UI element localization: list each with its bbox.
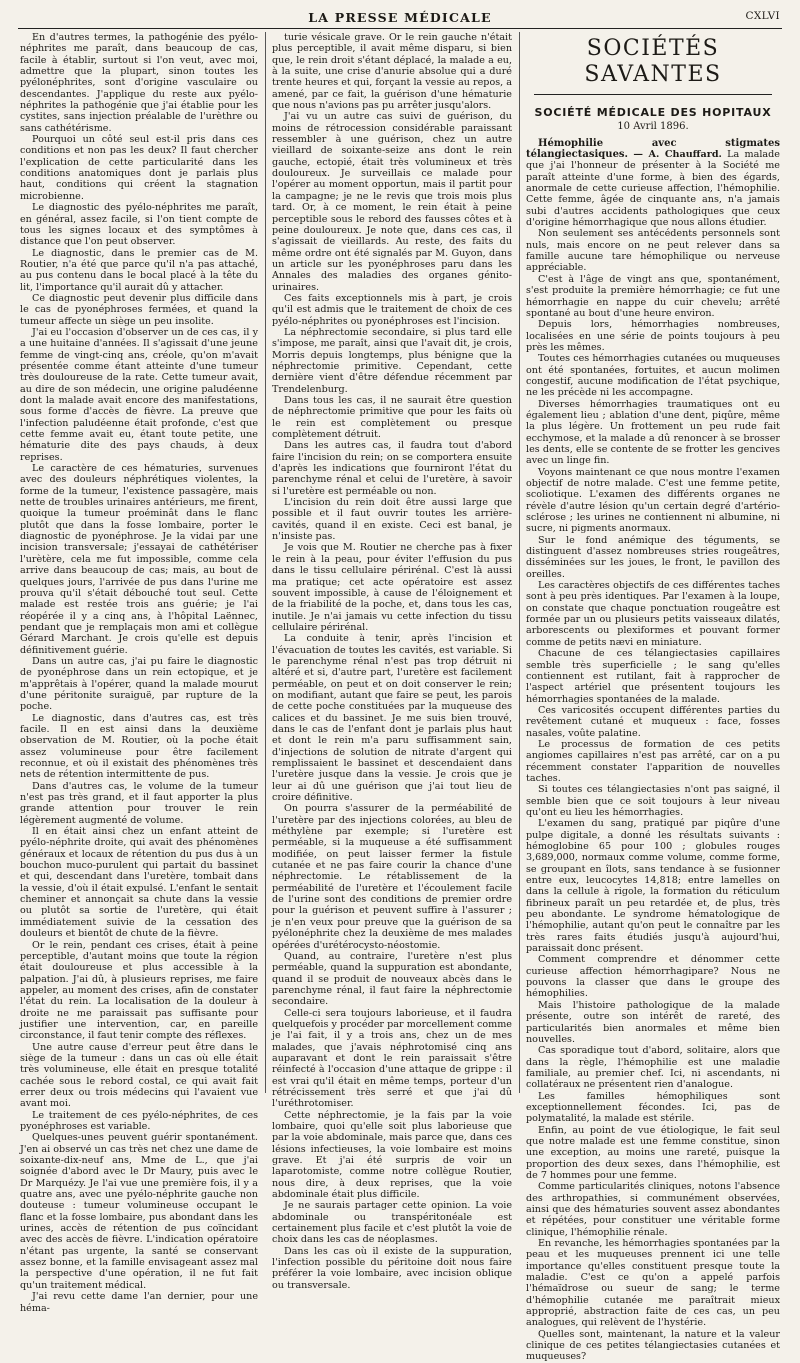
paragraph: turie vésicale grave. Or le rein gauche n'était plus perceptible, il avait même disparu, si bien que, le rein droit s'étant déplacé, la malade a eu, à la suite, une crise d'anurie absolue qui a duré trente heures et qui, forçant la vessie au repos, a amené, par ce fait, la guérison d'une hématurie que nous n'avions pas pu arrêter jusqu'alors. [272, 32, 512, 112]
paragraph: Comment comprendre et dénommer cette curieuse affection hémorrhagipare? Nous ne pouvons la classer que dans le groupe des hémophilies. [526, 954, 780, 1000]
paragraph: Je ne saurais partager cette opinion. La voie abdominale ou transpéritonéale est certainement plus facile et c'est plutôt la voie de choix dans les cas de néoplasmes. [272, 1200, 512, 1246]
paragraph: Enfin, au point de vue étiologique, le fait seul que notre malade est une femme constitue, sinon une exception, au moins une rareté, puisque la proportion des deux sexes, dans l'hémophilie, est de 7 hommes pour une femme. [526, 1124, 780, 1181]
paragraph: Cas sporadique tout d'abord, solitaire, alors que dans la règle, l'hémophilie est une maladie familiale, au premier chef. Ici, ni ascendants, ni collatéraux ne présentent rien d'analogue. [526, 1045, 780, 1091]
paragraph: Les familles hémophiliques sont exceptionnellement fécondes. Ici, pas de polymatalité, la malade est stérile. [526, 1090, 780, 1125]
paragraph: Ces varicosités occupent différentes parties du revêtement cutané et muqueux : face, fosses nasales, voûte palatine. [526, 704, 780, 739]
session-date: 10 Avril 1896. [617, 121, 689, 133]
paragraph: J'ai eu l'occasion d'observer un de ces cas, il y a une huitaine d'années. Il s'agissait d'une jeune femme de vingt-cinq ans, créole, qu'on m'avait présentée comme étant atteinte d'une tumeur très douloureuse de la rate. Cette tumeur avait, au dire de son médecin, une origine paludéenne dont la malade avait encore des manifestations, sous forme d'accès de fièvre. La preuve que l'infection paludéenne était profonde, c'est que cette femme avait eu, étant toute petite, une hématurie dite des pays chauds, à deux reprises. [20, 326, 258, 463]
paragraph: Dans les cas où il existe de la suppuration, l'infection possible du péritoine doit nous faire préférer la voie lombaire, avec incision oblique ou transversale. [272, 1245, 512, 1291]
paragraph: Mais l'histoire pathologique de la malade présente, outre son intérêt de rareté, des particularités bien anormales et même bien nouvelles. [526, 999, 780, 1045]
first-paragraph: La malade que j'ai l'honneur de présenter à la Société me paraît atteinte d'une forme, à bien des égards, anormale de cette curieuse affection, l'hémophilie. Cette femme, âgée de cinquante ans, n'a jamais subi d'autres accidents pathologiques que ceux d'origine hémorrhagique que nous allons étudier. [526, 149, 780, 229]
communication-body [526, 228, 780, 1362]
article-column-1 [20, 32, 258, 1314]
section-rule [534, 94, 772, 95]
paragraph: J'ai vu un autre cas suivi de guérison, du moins de rétrocession considérable paraissant ressembler à une guérison, chez un autre vieillard de soixante-seize ans dont le rein gauche, ectopié, était très volumineux et très douloureux. Je surveillais ce malade pour l'opérer au moment opportun, mais il partit pour la campagne; je ne le revis que trois mois plus tard. Or, à ce moment, le rein était à peine perceptible sous le rebord des fausses côtes et à peine douloureux. Je note que, dans ces cas, il s'agissait de vieillards. Au reste, des faits du même ordre ont été signalés par M. Guyon, dans un article sur les pyonéphroses paru dans les Annales des maladies des organes génito-urinaires. [272, 111, 512, 293]
journal-title: LA PRESSE MÉDICALE [308, 10, 492, 25]
column-divider [519, 32, 520, 1093]
paragraph: Dans les autres cas, il faudra tout d'abord faire l'incision du rein; on se comportera ensuite d'après les indications que fourniront l'état du parenchyme rénal et celui de l'uretère, à savoir si l'uretère est perméable ou non. [272, 440, 512, 497]
paragraph: Dans un autre cas, j'ai pu faire le diagnostic de pyonéphrose dans un rein ectopique, et je m'apprêtais à l'opérer, quand la malade mourut d'une péritonite suraiguë, par rupture de la poche. [20, 655, 258, 713]
paragraph: C'est à l'âge de vingt ans que, spontanément, s'est produite la première hémorrhagie; ce fut une hémorrhagie en nappe du cuir chevelu; arrêté spontané au bout d'une heure environ. [526, 273, 780, 319]
paragraph: Le diagnostic, dans d'autres cas, est très facile. Il en est ainsi dans la deuxième observation de M. Routier, où la poche était assez volumineuse pour être facilement reconnue, et où il existait des phénomènes très nets de rétention intermittente de pus. [20, 712, 258, 781]
paragraph: Dans tous les cas, il ne saurait être question de néphrectomie primitive que pour les faits où le rein est complètement ou presque complètement détruit. [272, 395, 512, 441]
paragraph: Les caractères objectifs de ces différentes taches sont à peu près identiques. Par l'examen à la loupe, on constate que chaque ponctuation rougeâtre est formée par un ou plusieurs petits vaisseaux dilatés, arborescents ou plexiformes et pouvant former comme de petits nævi en miniature. [526, 580, 780, 648]
paragraph: Or le rein, pendant ces crises, était à peine perceptible, d'autant moins que toute la région était douloureuse et plus accessible à la palpation. J'ai dû, à plusieurs reprises, me faire appeler, au moment des crises, afin de constater l'état du rein. La localisation de la douleur à droite ne me paraissait pas suffisante pour justifier une intervention, car, en pareille circonstance, il faut tenir compte des réflexes. [20, 939, 258, 1042]
paragraph: L'incision du rein doit être aussi large que possible et il faut ouvrir toutes les arrière-cavités, quand il en existe. Ceci est banal, je n'insiste pas. [272, 497, 512, 543]
paragraph: Le diagnostic, dans le premier cas de M. Routier, n'a été que parce qu'il n'a pas attaché, au pus contenu dans le bocal placé à la tête du lit, l'importance qu'il aurait dû y attacher. [20, 247, 258, 293]
paragraph: Ces faits exceptionnels mis à part, je crois qu'il est admis que le traitement de choix de ces pyélo-néphrites ou pyonéphroses est l'incision. [272, 292, 512, 327]
paragraph: Pourquoi un côté seul est-il pris dans ces conditions et non pas les deux? Il faut chercher l'explication de cette particularité dans les conditions anatomiques dont je parlais plus haut, conditions qui créent la stagnation microbienne. [20, 134, 258, 202]
paragraph: Quelles sont, maintenant, la nature et la valeur clinique de ces petites télangiectasies cutanées et muqueuses? [526, 1328, 780, 1363]
paragraph: Si toutes ces télangiectasies n'ont pas saigné, il semble bien que ce soit toujours à leur niveau qu'ont eu lieu les hémorrhagies. [526, 784, 780, 818]
paragraph: Comme particularités cliniques, notons l'absence des arthropathies, si communément observées, ainsi que des hématuries souvent assez abondantes et répétées, pour constituer une véritable forme clinique, l'hémophilie rénale. [526, 1181, 780, 1238]
paragraph: Voyons maintenant ce que nous montre l'examen objectif de notre malade. C'est une femme petite, scoliotique. L'examen des différents organes ne révèle d'autre lésion qu'un certain degré d'artério-sclérose ; les urines ne contiennent ni albumine, ni sucre, ni pigments anormaux. [526, 466, 780, 535]
paragraph: Chacune de ces télangiectasies capillaires semble très superficielle ; le sang qu'elles contiennent est rutilant, fait à rapprocher de l'aspect artériel que présentent toujours les hémorrhagies spontanées de la malade. [526, 648, 780, 705]
paragraph: Quand, au contraire, l'uretère n'est plus perméable, quand la suppuration est abondante, quand il se produit de nouveaux abcès dans le parenchyme rénal, il faut faire la néphrectomie secondaire. [272, 950, 512, 1008]
page-header [18, 6, 782, 29]
paragraph: Une autre cause d'erreur peut être dans le siège de la tumeur : dans un cas où elle était très volumineuse, elle était en presque totalité cachée sous le rebord costal, ce qui avait fait errer deux ou trois médecins qui l'avaient vue avant moi. [20, 1041, 258, 1110]
paragraph: Le caractère de ces hématuries, survenues avec des douleurs néphrétiques violentes, la forme de la tumeur, l'existence passagère, mais nette de troubles urinaires antérieurs, me firent, quoique la tumeur proéminât dans le flanc plutôt que dans la fosse lombaire, porter le diagnostic de pyonéphrose. Je la vidai par une incision transversale; j'essayai de cathétériser l'urètère, cela me fut impossible, comme cela arrive dans beaucoup de cas; mais, au bout de quelques jours, l'arrivée de pus dans l'urine me prouva qu'il s'était débouché tout seul. Cette malade est restée trois ans guérie; je l'ai réopérée il y a cinq ans, à l'hôpital Laënnec, pendant que je remplaçais mon ami et collègue Gérard Marchant. Je crois qu'elle est depuis définitivement guérie. [20, 463, 258, 656]
communication-lead [526, 138, 780, 229]
paragraph: Diverses hémorrhagies traumatiques ont eu également lieu ; ablation d'une dent, piqûre, même la plus légère. Un frottement un peu rude fait ecchymose, et la malade a dû renoncer à se brosser les dents, elle se contente de se frotter les gencives avec un linge fin. [526, 398, 780, 467]
paragraph: Le traitement de ces pyélo-néphrites, de ces pyonéphroses est variable. [20, 1109, 258, 1132]
paragraph: J'ai revu cette dame l'an dernier, pour une héma- [20, 1291, 258, 1314]
speaker-name: — A. Chauffard. [633, 149, 722, 161]
paragraph: Je vois que M. Routier ne cherche pas à fixer le rein à la peau, pour éviter l'effusion du pus dans le tissu cellulaire périrénal. C'est là aussi ma pratique; cet acte opératoire est assez souvent impossible, à cause de l'éloignement et de la friabilité de la poche, et, dans tous les cas, inutile. Je n'ai jamais vu cette infection du tissu cellulaire périrénal. [272, 542, 512, 633]
paragraph: En d'autres termes, la pathogénie des pyélo-néphrites me paraît, dans beaucoup de cas, facile à établir, surtout si l'on veut, avec moi, admettre que la plupart, sinon toutes les pyélonéphrites, sont d'origine vasculaire ou descendantes. J'applique du reste aux pyélo-néphrites la pathogénie que j'ai établie pour les cystites, sans injection préalable de l'urèthre ou sans cathétérisme. [20, 32, 258, 134]
paragraph: Celle-ci sera toujours laborieuse, et il faudra quelquefois y procéder par morcellement comme je l'ai fait, il y a trois ans, chez un de mes malades, que j'avais néphrotomisé cinq ans auparavant et dont le rein paraissait s'être réinfecté à l'occasion d'une attaque de grippe : il est vrai qu'il était en même temps, porteur d'un rétrécissement très serré et que j'ai dû l'uréthrotomiser. [272, 1007, 512, 1110]
paragraph: Il en était ainsi chez un enfant atteint de pyélo-néphrite droite, qui avait des phénomènes généraux et locaux de rétention du pus dus à un bouchon muco-purulent qui partait du bassinet et qui, descendant dans l'uretère, tombait dans la vessie, d'où il était expulsé. L'enfant le sentait cheminer et annonçait sa chute dans la vessie ou plutôt sa sortie de l'uretère, qui était immédiatement suivie de la cessation des douleurs et bientôt de chute de la fièvre. [20, 826, 258, 940]
paragraph: Non seulement ses antécédents personnels sont nuls, mais encore on ne peut relever dans sa famille aucune tare hémophilique ou nerveuse appréciable. [526, 228, 780, 274]
paragraph: Le processus de formation de ces petits angiomes capillaires n'est pas arrêté, car on a pu récemment constater l'apparition de nouvelles taches. [526, 738, 780, 784]
paragraph: Quelques-unes peuvent guérir spontanément. J'en ai observé un cas très net chez une dame de soixante-dix-neuf ans, Mme de L., que j'ai soignée d'abord avec le Dr Maury, puis avec le Dr Marquézy. Je l'ai vue une première fois, il y a quatre ans, avec une pyélo-néphrite gauche non douteuse : tumeur volumineuse occupant le flanc et la fosse lombaire, pus abondant dans les urines, accès de rétention de pus coïncidant avec des accès de fièvre. L'indication opératoire n'étant pas urgente, la santé se conservant assez bonne, et la famille envisageant assez mal la perspective d'une opération, il ne fut fait qu'un traitement médical. [20, 1132, 258, 1291]
society-name: SOCIÉTÉ MÉDICALE DES HOPITAUX [534, 106, 772, 119]
paragraph: Ce diagnostic peut devenir plus difficile dans le cas de pyonéphroses fermées, et quand la tumeur affecte un siège un peu insolite. [20, 292, 258, 327]
paragraph: Depuis lors, hémorrhagies nombreuses, localisées en une série de points toujours à peu près les mêmes. [526, 319, 780, 353]
paragraph: La conduite à tenir, après l'incision et l'évacuation de toutes les cavités, est variable. Si le parenchyme rénal n'est pas trop détruit ni altéré et si, d'autre part, l'uretère est facilement perméable, on peut et on doit conserver le rein; on modifiant, autant que faire se peut, les parois de cette poche constituées par la muqueuse des calices et du bassinet. Je me suis bien trouvé, dans le cas de l'enfant dont je parlais plus haut et dont le rein m'a paru suffisamment sain, d'injections de solution de nitrate d'argent qui remplissaient le bassinet et descendaient dans l'uretère jusque dans la vessie. Je crois que je leur ai dû une guérison que j'ai tout lieu de croire définitive. [272, 633, 512, 804]
paragraph: L'examen du sang, pratiqué par piqûre d'une pulpe digitale, a donné les résultats suivants : hémoglobine 65 pour 100 ; globules rouges 3,689,000, normaux comme volume, comme forme, se groupant en îlots, sans tendance à se fusionner entre eux, leucocytes 14,818; entre lamelles on dans la cellule à rigole, la formation du réticulum fibrineux paraît un peu retardée et, de plus, très peu abondante. Le syndrome hématologique de l'hémophilie, autant qu'on peut le connaître par les très rares faits étudiés jusqu'à aujourd'hui, paraissait donc présent. [526, 818, 780, 955]
page-number: CXLVI [745, 10, 780, 22]
communication-subject: Hémophilie avec stigmates télangiectasiques. [526, 137, 780, 161]
section-title: SOCIÉTÉS SAVANTES [584, 36, 722, 87]
society-column [526, 32, 780, 1363]
column-divider [265, 32, 266, 1093]
paragraph: Le diagnostic des pyélo-néphrites me paraît, en général, assez facile, si l'on tient compte de tous les signes locaux et des symptômes à distance que l'on peut observer. [20, 202, 258, 248]
paragraph: Toutes ces hémorrhagies cutanées ou muqueuses ont été spontanées, fortuites, et aucun molimen congestif, aucune modification de l'état psychique, ne les précède ni les accompagne. [526, 353, 780, 399]
paragraph: En revanche, les hémorrhagies spontanées par la peau et les muqueuses prennent ici une telle importance qu'elles constituent presque toute la maladie. C'est ce qu'on a appelé parfois l'hémaïdrose ou sueur de sang; le terme d'hémophilie cutanée me paraîtrait mieux approprié, abstraction faite de ces cas, un peu analogues, qui relèvent de l'hystérie. [526, 1238, 780, 1329]
paragraph: Dans d'autres cas, le volume de la tumeur n'est pas très grand, et il faut apporter la plus grande attention pour trouver le rein légèrement augmenté de volume. [20, 780, 258, 826]
paragraph: Cette néphrectomie, je la fais par la voie lombaire, quoi qu'elle soit plus laborieuse que par la voie abdominale, mais parce que, dans ces lésions infectieuses, la voie lombaire est moins grave. Et j'ai été surpris de voir un laparotomiste, comme notre collègue Routier, nous dire, à deux reprises, que la voie abdominale était plus difficile. [272, 1109, 512, 1201]
article-column-2 [272, 32, 512, 1291]
paragraph: Sur le fond anémique des téguments, se distinguent d'assez nombreuses stries rougeâtres, disséminées sur les joues, le front, le pavillon des oreilles. [526, 534, 780, 580]
paragraph: On pourra s'assurer de la perméabilité de l'uretère par des injections colorées, au bleu de méthylène par exemple; si l'uretère est perméable, si la muqueuse a été suffisamment modifiée, on peut laisser fermer la fistule cutanée et ne pas faire courir la chance d'une néphrectomie. Le rétablissement de la perméabilité de l'uretère et l'écoulement facile de l'urine sont des conditions de premier ordre pour la guérison et peuvent suffire à l'assurer ; je n'en veux pour preuve que la guérison de sa pyélonéphrite chez la deuxième de mes malades opérées d'urétérocysto-néostomie. [272, 803, 512, 951]
paragraph: La néphrectomie secondaire, si plus tard elle s'impose, me paraît, ainsi que l'avait dit, je crois, Morris depuis longtemps, plus bénigne que la néphrectomie primitive. Cependant, cette dernière vient d'être défendue récemment par Trendelenburg. [272, 326, 512, 395]
